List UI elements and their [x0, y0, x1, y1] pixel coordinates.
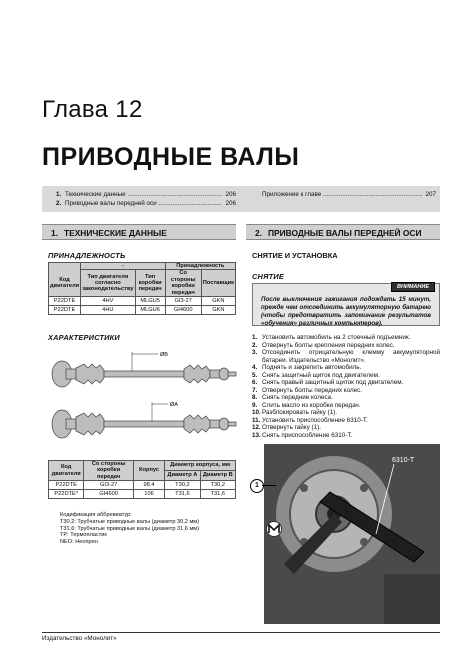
table-row: [49, 297, 236, 306]
callout-leader: [262, 485, 276, 486]
list-item: [252, 364, 440, 372]
abbreviation-line: Кодификация аббревиатур:: [60, 512, 132, 518]
hub-photo-illustration: [264, 444, 440, 624]
callout-marker: 1: [250, 479, 264, 493]
dimension-label: ØA: [170, 402, 178, 408]
table-cell: 4HV: [81, 297, 136, 306]
characteristics-heading: ХАРАКТЕРИСТИКИ: [48, 333, 120, 342]
abbreviation-line: T30,2: Трубчатые приводные валы (диаметр 30,2 мм): [60, 518, 200, 525]
table-cell: 106: [133, 490, 164, 499]
table-header-cell: Тип двигателя согласно законодательству: [81, 270, 136, 297]
list-item: [252, 424, 440, 432]
step-text: Отвернуть болты передних колес.: [262, 386, 363, 394]
step-text: Отсоединить отрицательную клемму аккумуляторной батареи. Издательство «Монолит».: [262, 349, 440, 364]
step-number: 7.: [252, 386, 258, 394]
drive-shaft-upper: [52, 361, 236, 387]
toc-entry[interactable]: [56, 191, 236, 198]
table-header-cell: Со стороны коробки передач: [84, 461, 134, 481]
table-cell: P22DTE: [49, 481, 84, 490]
section-header-front-axle-shafts: [246, 224, 440, 240]
step-text: Снять приспособление 6310-T.: [262, 431, 353, 439]
section-title: ПРИВОДНЫЕ ВАЛЫ ПЕРЕДНЕЙ ОСИ: [268, 228, 422, 238]
publisher-logo-icon: [266, 521, 282, 537]
footer-divider: [42, 632, 440, 633]
step-number: 6.: [252, 379, 258, 386]
step-text: Отвернуть болты крепления передних колес.: [262, 341, 395, 349]
table-cell: GI3-27: [84, 481, 134, 490]
step-text: Слить масло из коробки передач.: [262, 401, 361, 409]
drive-shaft-diagram: [48, 342, 238, 454]
table-header-cell: Диаметр A: [165, 471, 200, 481]
table-row: [49, 481, 236, 490]
list-item: [252, 409, 440, 417]
list-item: [252, 349, 440, 364]
list-item: [252, 387, 440, 395]
step-text: Снять защитный щиток под двигателем.: [262, 371, 380, 379]
toc-entry[interactable]: [56, 200, 236, 207]
step-number: 11.: [252, 416, 261, 424]
chapter-label: Глава 12: [42, 96, 143, 123]
table-cell: T30,2: [200, 481, 235, 490]
list-item: [252, 402, 440, 410]
belonging-heading: ПРИНАДЛЕЖНОСТЬ: [48, 251, 126, 260]
list-item: [252, 379, 440, 387]
step-number: 13.: [252, 431, 261, 439]
table-header-cell: Диаметр B: [200, 471, 235, 481]
section-title: ТЕХНИЧЕСКИЕ ДАННЫЕ: [64, 228, 167, 238]
table-group-header: Диаметр корпуса, мм: [165, 461, 236, 471]
table-cell: GKN: [201, 297, 235, 306]
table-group-header: Принадлежность: [165, 263, 235, 270]
warning-text: После выключения зажигания подождать 15 минут, прежде чем отсоединить аккумуляторную батарею (чтобы предотвратить запоминание результатов «обучения» различных компьютеров).: [261, 296, 431, 327]
abbreviation-line: TP: Термопластик: [60, 532, 107, 539]
toc-entry[interactable]: [262, 191, 436, 198]
section-header-technical-data: [42, 224, 236, 240]
list-item: [252, 334, 440, 342]
table-cell: T30,2: [165, 481, 200, 490]
removal-installation-heading: СНЯТИЕ И УСТАНОВКА: [252, 251, 338, 260]
table-cell: GI4600: [84, 490, 134, 499]
step-number: 4.: [252, 364, 258, 371]
toc-entry-page: 206: [225, 191, 236, 198]
step-number: 9.: [252, 401, 258, 409]
table-cell: GI4600: [165, 306, 201, 315]
step-number: 8.: [252, 394, 258, 401]
step-number: 12.: [252, 424, 261, 431]
step-text: Снять правый защитный щиток под двигателем.: [262, 379, 404, 386]
toc-entry-text: Приложение к главе .....: [262, 191, 422, 198]
step-text: Установить приспособление 6310-T.: [262, 416, 368, 424]
shafts-table: [48, 460, 236, 499]
table-header-cell: Корпус: [133, 461, 164, 481]
removal-steps: [252, 334, 440, 439]
step-number: 2.: [252, 341, 258, 349]
table-cell: MLGU6: [135, 306, 165, 315]
step-text: Поднять и закрепить автомобиль.: [262, 364, 362, 371]
dimension-label: ØB: [160, 352, 168, 358]
step-text: Разблокировать гайку (1).: [262, 409, 337, 416]
step-number: 10.: [252, 409, 261, 416]
table-cell: GI3-27: [165, 297, 201, 306]
toc-entry-text: Технические данные .....: [65, 191, 222, 198]
warning-label: ВНИМАНИЕ: [391, 282, 435, 292]
step-number: 1.: [252, 334, 258, 341]
table-row: [49, 490, 236, 499]
drive-shaft-lower: [52, 410, 236, 438]
list-item: [252, 432, 440, 440]
section-number: 1.: [51, 228, 58, 238]
toc-entry-page: 206: [225, 200, 236, 207]
warning-box: [252, 283, 440, 326]
list-item: [252, 372, 440, 380]
table-header-cell: Тип коробки передач: [135, 270, 165, 297]
tool-label: 6310-T: [392, 457, 415, 464]
step-number: 3.: [252, 349, 258, 356]
toc-entry-page: 207: [425, 191, 436, 198]
step-text: Отвернуть гайку (1).: [262, 424, 321, 431]
list-item: [252, 394, 440, 402]
list-item: [252, 342, 440, 350]
table-cell: 98,4: [133, 481, 164, 490]
toc-bar: [42, 186, 440, 212]
table-cell: GKN: [201, 306, 235, 315]
table-cell: T31,6: [200, 490, 235, 499]
table-header-cell: Со стороны коробки передач: [165, 270, 201, 297]
toc-entry-number: 1.: [56, 191, 62, 198]
belonging-table: [48, 262, 236, 315]
table-row: [49, 306, 236, 315]
table-group-header: -: [81, 263, 166, 270]
table-header-cell: Код двигателя: [49, 461, 84, 481]
footer-publisher: Издательство «Монолит»: [42, 635, 117, 642]
list-item: [252, 417, 440, 425]
table-cell: MLGU5: [135, 297, 165, 306]
toc-entry-number: 2.: [56, 200, 62, 207]
hub-photo: [264, 444, 440, 624]
table-header-cell: Поставщик: [201, 270, 235, 297]
table-cell: 4HU: [81, 306, 136, 315]
section-number: 2.: [255, 228, 262, 238]
step-text: Установить автомобиль на 2 стоечный подъемник.: [262, 334, 411, 341]
removal-subheading: СНЯТИЕ: [252, 272, 285, 281]
table-cell: P22DTE: [49, 297, 81, 306]
table-cell: P22DTE*: [49, 490, 84, 499]
table-header-cell: Код двигателя: [49, 270, 81, 297]
abbreviation-line: NEO: Неопрен: [60, 539, 98, 546]
page-title: ПРИВОДНЫЕ ВАЛЫ: [42, 143, 300, 171]
toc-entry-text: Приводные валы передней оси .....: [65, 200, 222, 207]
abbreviations: [60, 512, 236, 546]
table-header-cell: [49, 263, 81, 270]
table-cell: P22DTE: [49, 306, 81, 315]
step-number: 5.: [252, 371, 258, 379]
step-text: Снять передние колеса.: [262, 394, 333, 401]
abbreviation-line: T31,6: Трубчатые приводные валы (диаметр 31,6 мм): [60, 525, 200, 532]
table-cell: T31,6: [165, 490, 200, 499]
